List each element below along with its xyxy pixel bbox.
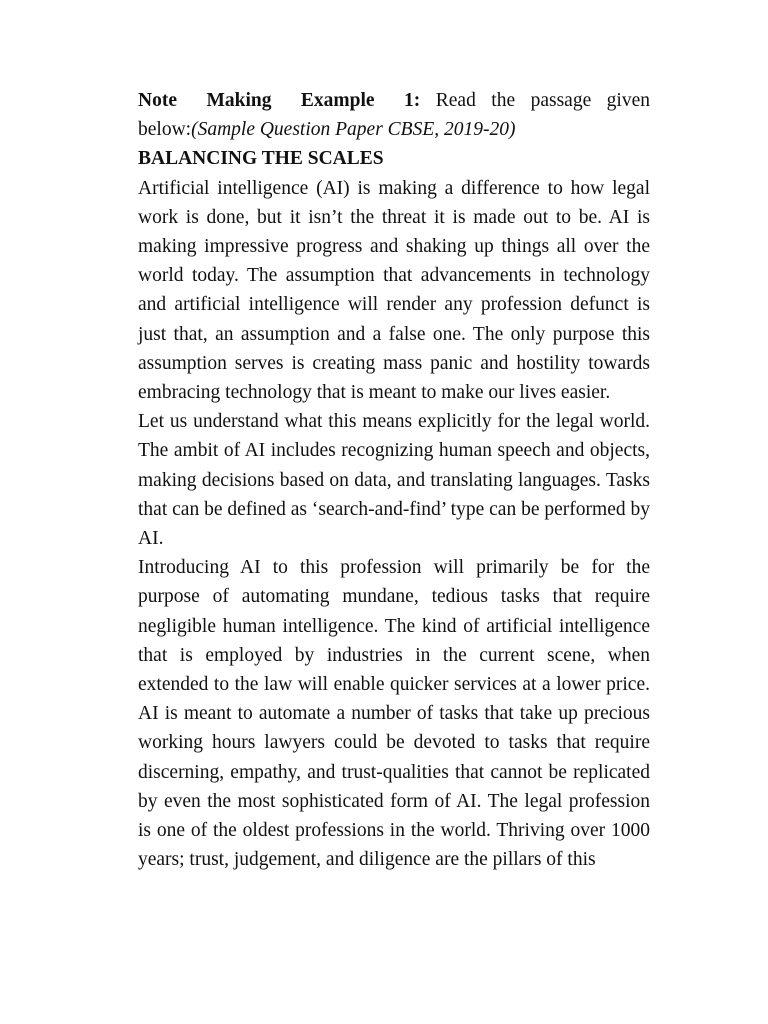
intro-line-continued bbox=[138, 115, 650, 144]
document-page bbox=[138, 86, 650, 874]
intro-line bbox=[138, 86, 650, 115]
example-label: Note Making Example 1: bbox=[138, 90, 421, 111]
paragraph-3: Introducing AI to this profession will primarily be for the purpose of automating mundane, tedious tasks that require negligible human intelligence. The kind of artificial intelligence that is employed by industries in the current scene, when extended to the law will enable quicker services at a lower price. AI is meant to automate a number of tasks that take up precious working hours lawyers could be devoted to tasks that require discerning, empathy, and trust-qualities that cannot be replicated by even the most sophisticated form of AI. The legal profession is one of the oldest professions in the world. Thriving over 1000 years; trust, judgement, and diligence are the pillars of this bbox=[138, 557, 650, 871]
paragraph-1: Artificial intelligence (AI) is making a difference to how legal work is done, but it isn’t the threat it is made out to be. AI is making impressive progress and shaking up things all over the world today. The assumption that advancements in technology and artificial intelligence will render any profession defunct is just that, an assumption and a false one. The only purpose this assumption serves is creating mass panic and hostility towards embracing technology that is meant to make our lives easier. bbox=[138, 177, 650, 404]
intro-instruction: Read the passage given bbox=[435, 90, 651, 111]
passage-title: BALANCING THE SCALES bbox=[138, 148, 384, 170]
intro-instruction-continued: below: bbox=[138, 119, 192, 141]
source-citation: (Sample Question Paper CBSE, 2019-20) bbox=[191, 119, 516, 141]
paragraph-2: Let us understand what this means explicitly for the legal world. The ambit of AI includes recognizing human speech and objects, making decisions based on data, and translating languages. Tasks that can be defined as ‘search-and-find’ type can be performed by AI. bbox=[138, 411, 650, 550]
